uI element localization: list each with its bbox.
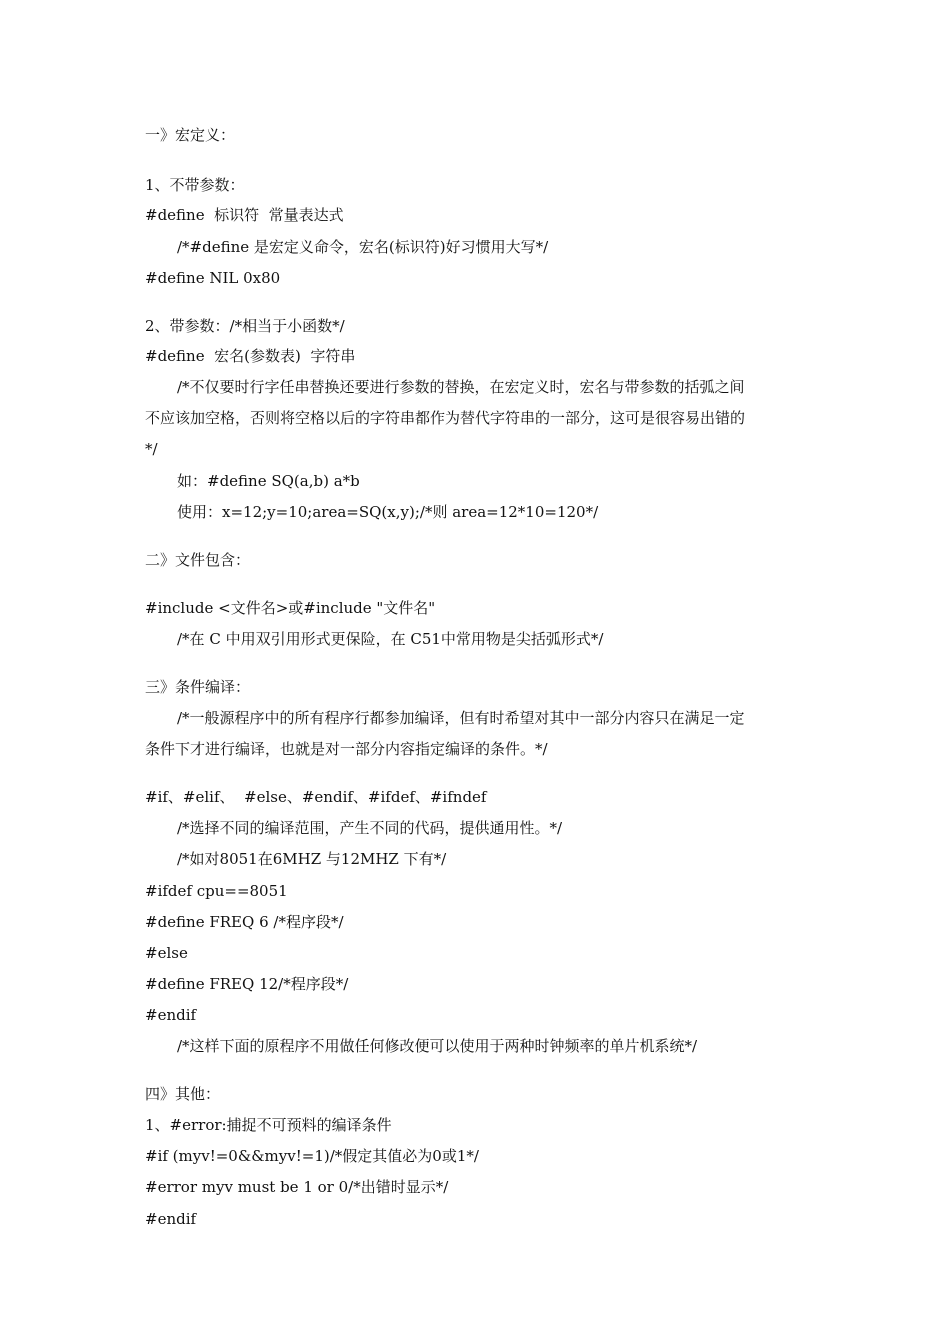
code-line: #include <文件名>或#include "文件名" [145, 599, 436, 617]
comment-line: /*不仅要时行字任串替换还要进行参数的替换，在宏定义时，宏名与带参数的括弧之间 [177, 378, 745, 396]
subheading-with-params: 2、带参数：/*相当于小函数*/ [145, 317, 345, 335]
code-line: #ifdef cpu==8051 [145, 882, 288, 900]
code-line: #define FREQ 6 /*程序段*/ [145, 913, 344, 931]
code-line: #if (myv!=0&&myv!=1)/*假定其值必为0或1*/ [145, 1147, 479, 1165]
code-line: #define 宏名(参数表) 字符串 [145, 347, 356, 365]
heading-macro-definition: 一》宏定义： [145, 126, 236, 144]
subheading-no-params: 1、不带参数： [145, 176, 245, 194]
code-line: #endif [145, 1210, 197, 1228]
subheading-error: 1、#error:捕捉不可预料的编译条件 [145, 1116, 392, 1134]
code-line: #error myv must be 1 or 0/*出错时显示*/ [145, 1178, 449, 1196]
comment-line: 条件下才进行编译，也就是对一部分内容指定编译的条件。*/ [145, 740, 548, 758]
example-line: 使用：x=12;y=10;area=SQ(x,y);/*则 area=12*10=120*/ [177, 503, 599, 521]
comment-line: /*#define 是宏定义命令，宏名(标识符)好习惯用大写*/ [177, 238, 549, 256]
comment-line: /*这样下面的原程序不用做任何修改便可以使用于两种时钟频率的单片机系统*/ [177, 1037, 698, 1055]
code-line: #else [145, 944, 188, 962]
code-line: #define 标识符 常量表达式 [145, 206, 344, 224]
comment-line: /*如对8051在6MHZ 与12MHZ 下有*/ [177, 850, 447, 868]
code-line: #define NIL 0x80 [145, 269, 281, 287]
code-line: #endif [145, 1006, 197, 1024]
comment-line: /*一般源程序中的所有程序行都参加编译，但有时希望对其中一部分内容只在满足一定 [177, 709, 745, 727]
heading-conditional-compile: 三》条件编译： [145, 678, 251, 696]
heading-file-include: 二》文件包含： [145, 551, 251, 569]
code-line: #define FREQ 12/*程序段*/ [145, 975, 349, 993]
comment-line: */ [145, 440, 158, 458]
comment-line: /*选择不同的编译范围，产生不同的代码，提供通用性。*/ [177, 819, 563, 837]
comment-line: /*在 C 中用双引用形式更保险，在 C51中常用物是尖括弧形式*/ [177, 630, 604, 648]
heading-other: 四》其他： [145, 1085, 221, 1103]
example-line: 如：#define SQ(a,b) a*b [177, 472, 360, 490]
comment-line: 不应该加空格，否则将空格以后的字符串都作为替代字符串的一部分，这可是很容易出错的 [145, 409, 746, 427]
code-line: #if、#elif、 #else、#endif、#ifdef、#ifndef [145, 788, 487, 806]
